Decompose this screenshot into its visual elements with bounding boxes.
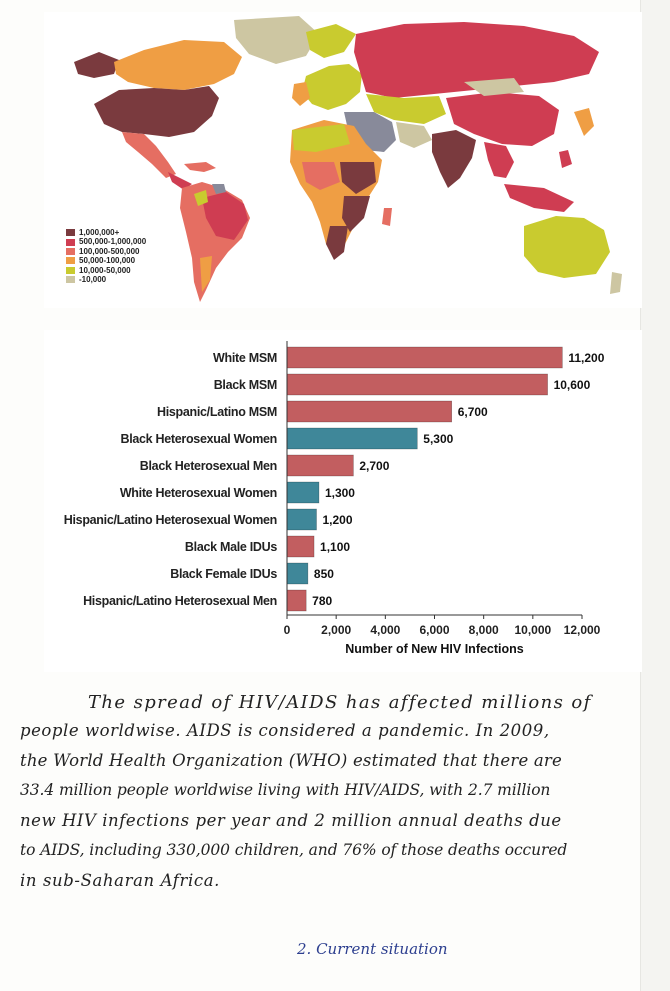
legend-item [66,237,146,246]
essay-line: The spread of HIV/AIDS has affected millions of [88,692,592,713]
legend-swatch [66,257,75,264]
legend-item [66,247,146,256]
legend-item [66,256,146,265]
bar-value-label: 6,700 [457,405,488,419]
legend-item [66,266,146,275]
legend-label: 100,000-500,000 [79,246,140,256]
category-label: Hispanic/Latino Heterosexual Men [83,594,277,608]
essay-line: people worldwise. AIDS is considered a pandemic. In 2009, [20,721,550,740]
legend-item [66,275,146,284]
category-label: Hispanic/Latino Heterosexual Women [63,513,277,527]
category-label: White MSM [213,351,277,365]
bar-value-label: 780 [312,594,333,608]
legend-swatch [66,229,75,236]
bar [287,482,319,503]
legend-swatch [66,248,75,255]
bar-value-label: 1,100 [320,540,351,554]
category-label: White Heterosexual Women [119,486,277,500]
bar [287,428,417,449]
bar [287,374,548,395]
bar-chart-svg [44,330,642,672]
legend-label: 1,000,000+ [79,228,120,237]
x-tick-label: 8,000 [468,623,499,637]
bar-value-label: 850 [313,567,334,581]
bar [287,590,306,611]
bar [287,563,308,584]
category-label: Black Heterosexual Men [139,459,277,473]
x-tick-label: 10,000 [514,623,552,637]
legend-swatch [66,267,75,274]
legend-item [66,228,146,237]
essay-line: 33.4 million people worldwise living with HIV/AIDS, with 2.7 million [20,781,551,799]
legend-label: -10,000 [79,275,107,285]
bar-value-label: 2,700 [359,459,390,473]
essay-line: in sub-Saharan Africa. [20,871,221,890]
bar-value-label: 11,200 [568,351,605,365]
bar [287,536,314,557]
x-axis-title: Number of New HIV Infections [345,642,524,656]
legend-swatch [66,276,75,283]
x-tick-label: 4,000 [370,623,401,637]
bar [287,455,353,476]
x-tick-label: 2,000 [321,623,352,637]
bar-value-label: 1,200 [322,513,353,527]
category-label: Black Female IDUs [170,567,277,581]
page-footer: 2. Current situation [297,940,448,958]
bar [287,509,317,530]
essay-line: new HIV infections per year and 2 million annual deaths due [20,811,562,830]
bar [287,347,562,368]
legend-label: 500,000-1,000,000 [79,237,147,247]
legend-label: 10,000-50,000 [79,265,131,275]
x-tick-label: 12,000 [563,623,601,637]
category-label: Black Male IDUs [184,540,277,554]
bar-value-label: 10,600 [553,378,591,392]
bar-value-label: 1,300 [324,486,355,500]
legend-swatch [66,239,75,246]
world-hiv-map [44,12,642,308]
map-legend [66,228,146,284]
paper-edge [640,0,670,991]
bar-value-label: 5,300 [423,432,454,446]
essay-line: the World Health Organization (WHO) estimated that there are [20,751,562,770]
category-label: Hispanic/Latino MSM [156,405,277,419]
essay-line: to AIDS, including 330,000 children, and 76% of those deaths occured [20,841,568,859]
x-tick-label: 6,000 [419,623,450,637]
category-label: Black MSM [213,378,277,392]
new-hiv-infections-chart [44,330,642,672]
legend-label: 50,000-100,000 [79,256,136,266]
x-tick-label: 0 [283,623,291,637]
bar [287,401,452,422]
category-label: Black Heterosexual Women [120,432,277,446]
